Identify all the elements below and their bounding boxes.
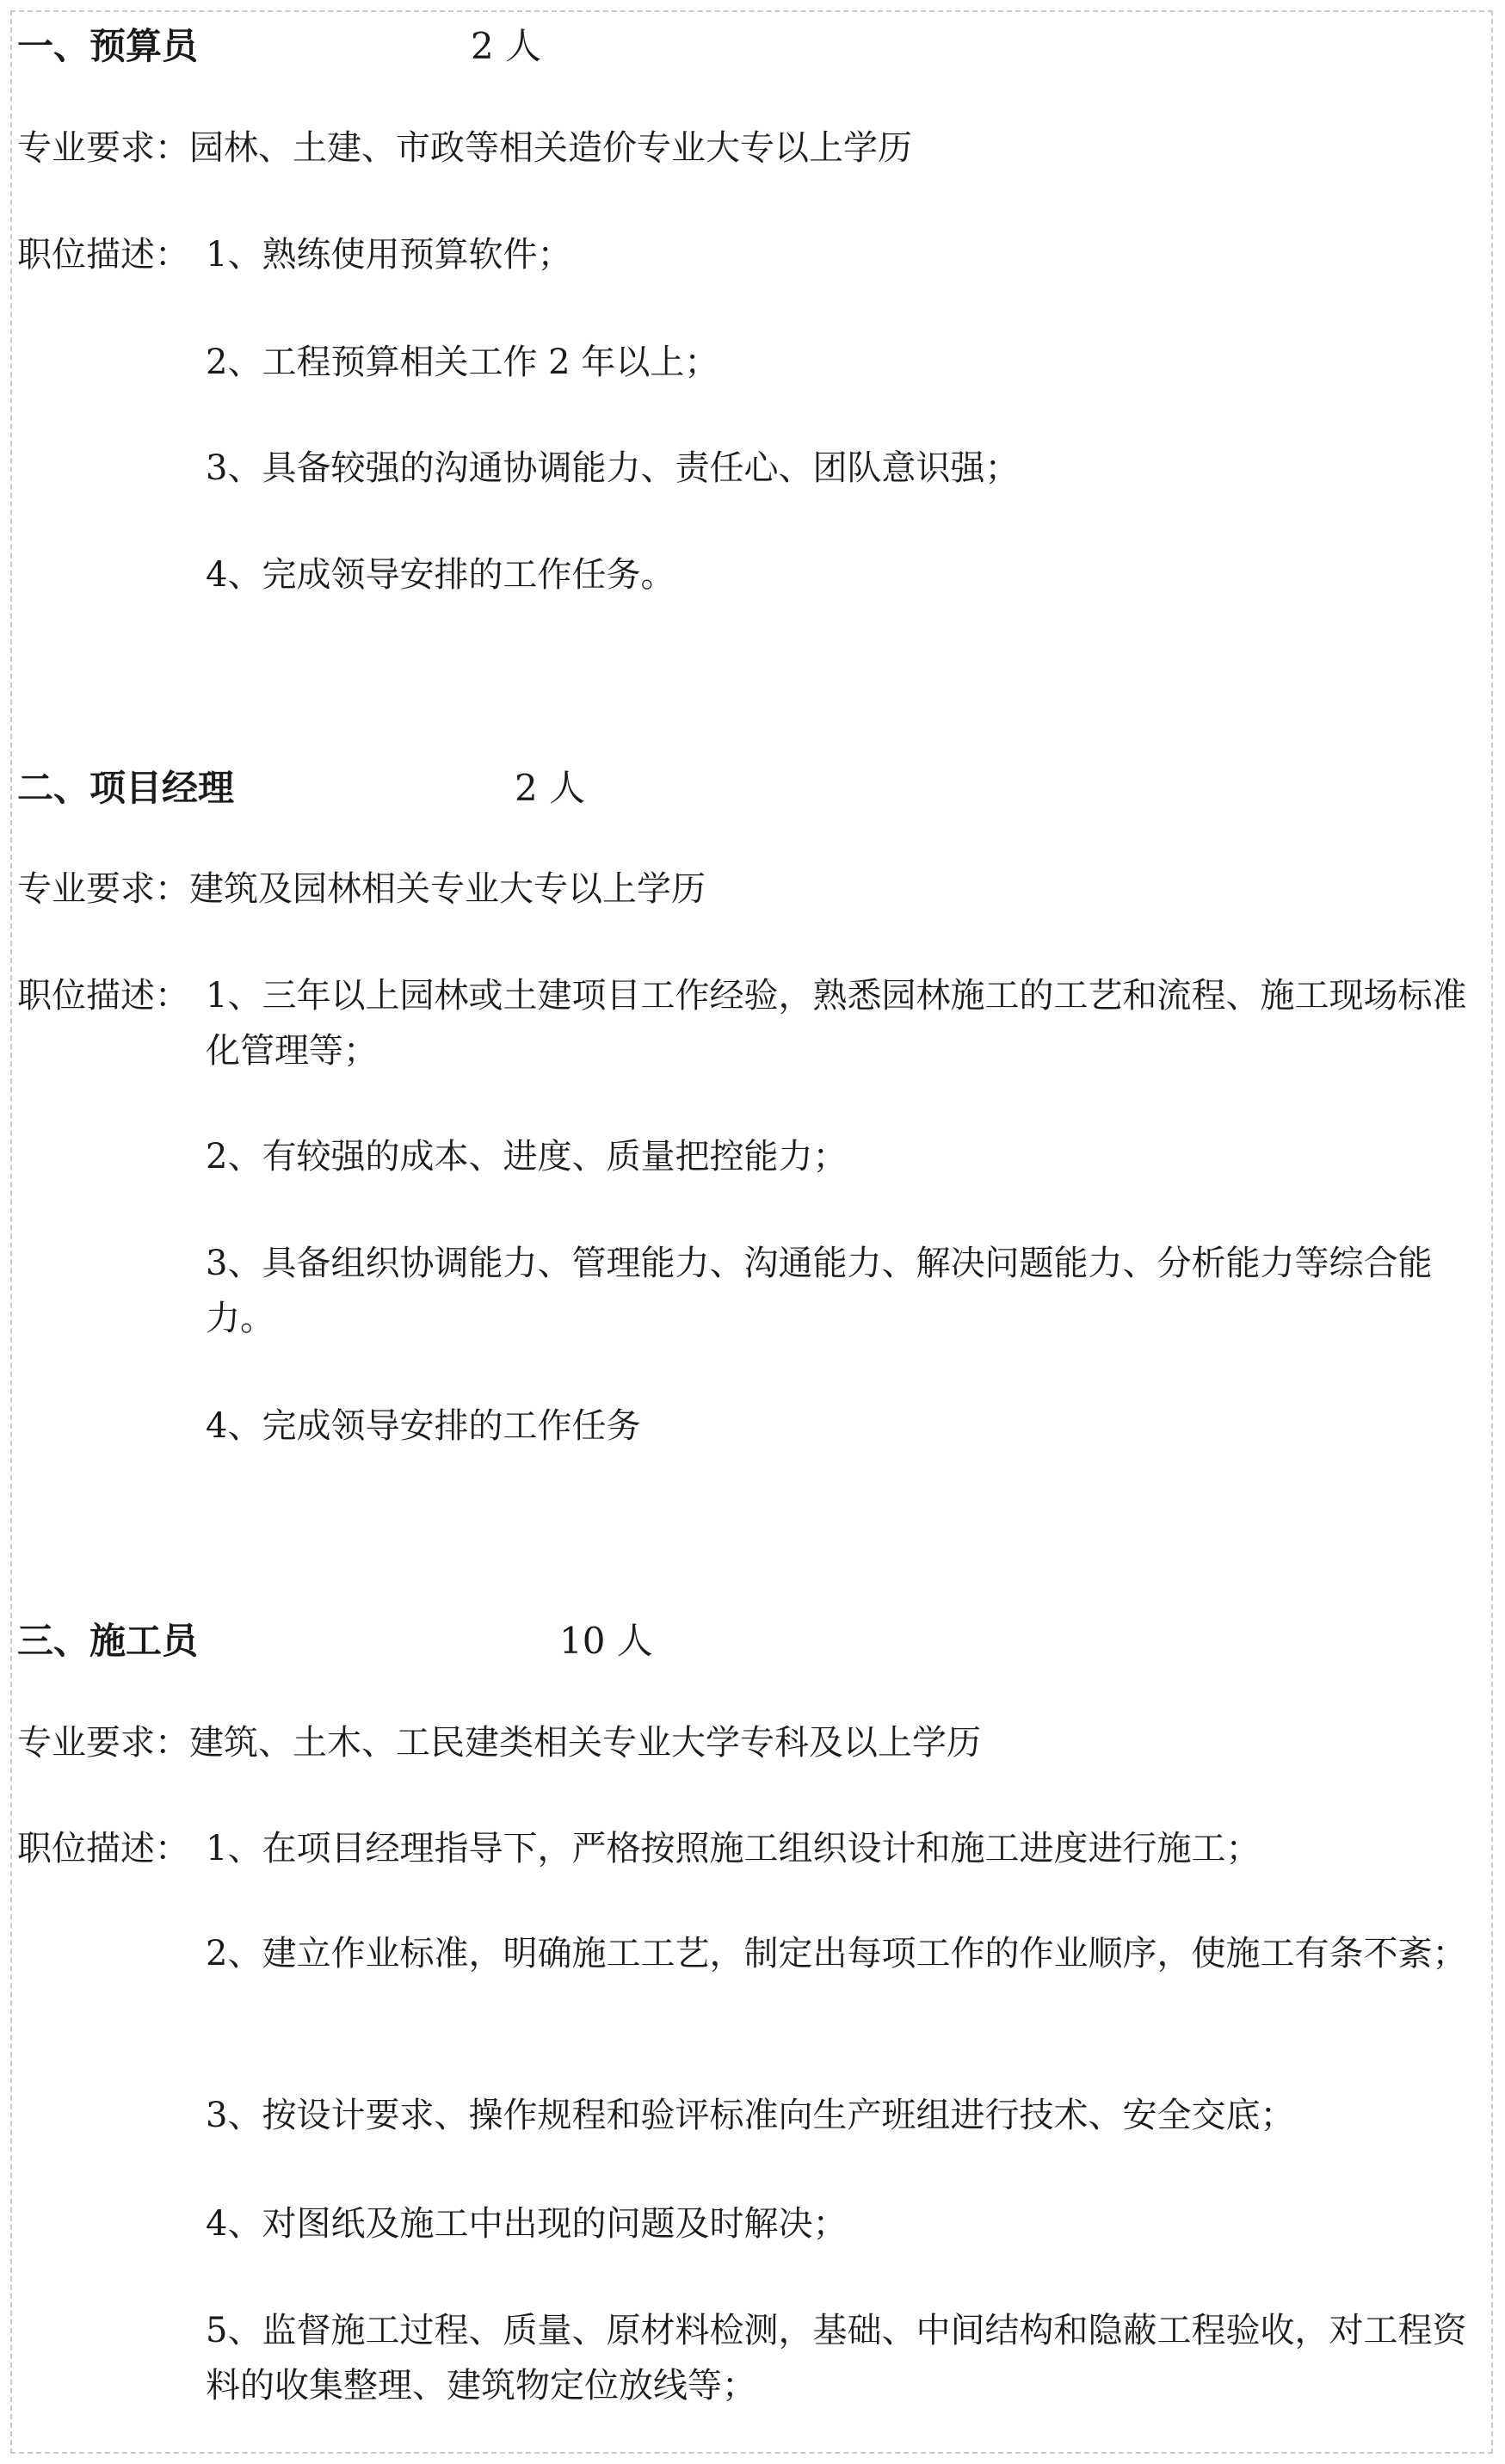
requirement-label: 专业要求：	[17, 869, 189, 909]
requirement-text: 建筑、土木、工民建类相关专业大学专科及以上学历	[189, 1723, 981, 1763]
section-heading	[17, 766, 1486, 811]
duty-item: 4、完成领导安排的工作任务。	[206, 555, 675, 595]
headcount: 2 人	[515, 767, 586, 809]
position-title: 一、预算员	[17, 25, 199, 67]
duty-label: 职位描述：	[17, 235, 189, 275]
duty-item: 2、建立作业标准，明确施工工艺，制定出每项工作的作业顺序，使施工有条不紊；	[206, 1934, 1467, 1973]
duty-item: 3、具备较强的沟通协调能力、责任心、团队意识强；	[206, 448, 1020, 488]
requirement-label: 专业要求：	[17, 1723, 189, 1763]
requirement-label: 专业要求：	[17, 128, 189, 168]
duty-item: 2、有较强的成本、进度、质量把控能力；	[206, 1137, 848, 1176]
duty-item: 4、对图纸及施工中出现的问题及时解决；	[206, 2204, 848, 2244]
headcount: 10 人	[559, 1620, 653, 1662]
duty-item: 3、按设计要求、操作规程和验评标准向生产班组进行技术、安全交底；	[206, 2096, 1295, 2135]
headcount: 2 人	[471, 25, 542, 67]
duty-text: 1、在项目经理指导下，严格按照施工组织设计和施工进度进行施工；	[206, 1829, 1261, 1868]
requirement-line	[17, 120, 1486, 176]
duty-item: 2、工程预算相关工作 2 年以上；	[206, 343, 719, 382]
requirement-line	[17, 1715, 1486, 1770]
duty-label: 职位描述：	[17, 976, 189, 1016]
duty-text: 1、熟练使用预算软件；	[206, 235, 572, 275]
document-page	[10, 10, 1493, 2454]
requirement-text: 建筑及园林相关专业大专以上学历	[189, 869, 706, 909]
section-heading	[17, 1619, 1486, 1664]
duty-item: 3、具备组织协调能力、管理能力、沟通能力、解决问题能力、分析能力等综合能力。	[206, 1244, 1433, 1338]
duty-label: 职位描述：	[17, 1829, 189, 1868]
duty-item	[17, 968, 1483, 1078]
requirement-line	[17, 861, 1486, 917]
duty-item	[17, 1821, 1483, 1876]
position-title: 三、施工员	[17, 1620, 199, 1662]
position-title: 二、项目经理	[17, 767, 235, 809]
requirement-text: 园林、土建、市政等相关造价专业大专以上学历	[189, 128, 912, 168]
duty-text: 1、三年以上园林或土建项目工作经验，熟悉园林施工的工艺和流程、施工现场标准化管理等；	[206, 976, 1467, 1071]
duty-item: 4、完成领导安排的工作任务	[206, 1406, 641, 1446]
duty-item	[17, 227, 1483, 282]
section-heading	[17, 24, 1486, 69]
duty-item: 5、监督施工过程、质量、原材料检测，基础、中间结构和隐蔽工程验收，对工程资料的收集整理、建筑物定位放线等；	[206, 2311, 1467, 2405]
